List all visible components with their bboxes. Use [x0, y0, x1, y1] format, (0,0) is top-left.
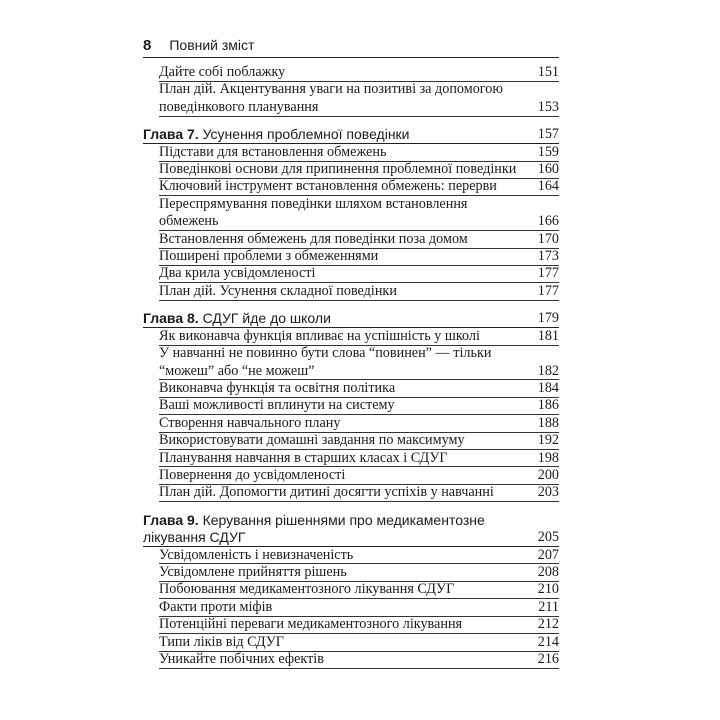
toc-entry-title: Факти проти міфів — [159, 598, 273, 615]
toc-entry-page: 177 — [537, 265, 559, 282]
toc-entry-page: 151 — [537, 64, 559, 80]
toc-entry-title: Як виконавча функція впливає на успішність у школі — [159, 327, 480, 344]
toc-entry-title: Дайте собі поблажку — [159, 64, 286, 80]
toc-entry-title: Усвідомлене прийняття рішень — [159, 563, 347, 580]
toc-entry-page: 212 — [537, 616, 559, 633]
toc-entry-page: 214 — [537, 633, 559, 650]
toc-entry-title: У навчанні не повинно бути слова “повинен” — тільки “можеш” або “не можеш” — [159, 345, 492, 379]
toc-entry-title: Встановлення обмежень для поведінки поза домом — [159, 230, 468, 247]
toc-entry-title: Уникайте побічних ефектів — [159, 651, 324, 667]
toc-entry-page: 166 — [537, 213, 559, 230]
toc-entry[interactable] — [143, 380, 559, 397]
toc-entry-page: 159 — [537, 143, 559, 160]
toc-entry-page: 200 — [537, 466, 559, 483]
toc-entry-title: Переспрямування поведінки шляхом встановлення обмежень — [159, 195, 468, 230]
toc-entry[interactable] — [143, 634, 559, 651]
toc-entry-title: Типи ліків від СДУГ — [159, 633, 284, 650]
toc-entry[interactable] — [143, 467, 559, 484]
toc-entry-title: Використовувати домашні завдання по максимуму — [159, 432, 465, 449]
toc-entry-title: План дій. Допомогти дитині досягти успіхів у навчанні — [159, 484, 494, 501]
toc-entry-page: 188 — [537, 414, 559, 431]
toc-entry-page: 177 — [537, 282, 559, 299]
toc-entry[interactable] — [143, 231, 559, 248]
chapter-heading-7[interactable] — [143, 126, 559, 143]
toc-entry-page: 203 — [537, 484, 559, 501]
toc-entry[interactable] — [143, 484, 559, 501]
toc-entry-page: 210 — [537, 581, 559, 598]
toc-entry-page: 216 — [537, 651, 559, 667]
section-gap — [143, 300, 559, 310]
toc-entry-title: Побоювання медикаментозного лікування СДУГ — [159, 581, 455, 598]
toc-entry[interactable] — [143, 564, 559, 581]
toc-entry[interactable] — [143, 450, 559, 467]
toc-entry[interactable] — [143, 196, 559, 231]
toc-entry-page: 211 — [538, 598, 559, 615]
toc-entry[interactable] — [143, 283, 559, 300]
toc-entry-page: 164 — [537, 178, 559, 195]
toc-entry-page: 208 — [537, 563, 559, 580]
chapter-page: 179 — [537, 310, 559, 327]
chapter-title: СДУГ йде до школи — [202, 310, 331, 327]
toc-entry-page: 181 — [537, 327, 559, 344]
page-number: 8 — [143, 37, 152, 54]
toc-entry[interactable] — [143, 265, 559, 282]
section-gap — [143, 502, 559, 512]
toc-entry-title: Планування навчання в старших класах і СДУГ — [159, 449, 448, 466]
toc-entry-page: 153 — [537, 98, 559, 115]
table-of-contents — [143, 64, 559, 668]
toc-entry-page: 160 — [537, 161, 559, 178]
toc-entry[interactable] — [143, 616, 559, 633]
chapter-page: 157 — [537, 126, 559, 143]
toc-entry-page: 184 — [537, 379, 559, 396]
toc-entry-page: 170 — [537, 230, 559, 247]
chapter-label: Глава 7. — [143, 126, 199, 143]
toc-entry[interactable] — [143, 651, 559, 668]
toc-entry-title: План дій. Акцентування уваги на позитиві за допомогою поведінкового планування — [159, 81, 503, 115]
toc-entry-page: 173 — [537, 248, 559, 265]
toc-entry-title: Ваші можливості вплинути на систему — [159, 397, 395, 414]
toc-entry-page: 186 — [537, 397, 559, 414]
toc-entry[interactable] — [143, 581, 559, 598]
toc-entry-page: 182 — [537, 362, 559, 379]
chapter-label: Глава 9. — [143, 511, 199, 528]
toc-entry[interactable] — [143, 397, 559, 414]
toc-entry[interactable] — [143, 144, 559, 161]
running-title: Повний зміст — [169, 37, 255, 53]
running-head — [143, 37, 559, 55]
toc-entry-title: Створення навчального плану — [159, 414, 341, 431]
section-gap — [143, 116, 559, 126]
toc-entry[interactable] — [143, 547, 559, 564]
toc-entry-title: Поширені проблеми з обмеженнями — [159, 248, 379, 265]
chapter-heading-8[interactable] — [143, 310, 559, 327]
toc-entry[interactable] — [143, 345, 559, 380]
toc-entry-title: Ключовий інструмент встановлення обмежень: перерви — [159, 178, 497, 195]
toc-entry[interactable] — [143, 64, 559, 81]
toc-entry-title: Усвідомленість і невизначеність — [159, 546, 354, 563]
toc-entry[interactable] — [143, 248, 559, 265]
toc-entry-page: 192 — [537, 432, 559, 449]
toc-entry-title: Два крила усвідомленості — [159, 265, 316, 282]
chapter-title: Керування рішеннями про медикаментозне лікування СДУГ — [143, 511, 485, 546]
toc-entry[interactable] — [143, 599, 559, 616]
toc-entry[interactable] — [143, 161, 559, 178]
header-rule — [143, 57, 559, 58]
toc-entry-title: Поведінкові основи для припинення проблемної поведінки — [159, 161, 517, 178]
toc-entry-page: 207 — [537, 546, 559, 563]
toc-entry-title: Потенційні переваги медикаментозного лікування — [159, 616, 463, 633]
toc-entry-page: 198 — [537, 449, 559, 466]
chapter-page: 205 — [537, 529, 559, 546]
toc-entry-title: План дій. Усунення складної поведінки — [159, 282, 397, 299]
toc-entry-title: Повернення до усвідомленості — [159, 466, 346, 483]
chapter-label: Глава 8. — [143, 310, 199, 327]
toc-entry[interactable] — [143, 432, 559, 449]
toc-entry[interactable] — [143, 328, 559, 345]
toc-entry-title: Виконавча функція та освітня політика — [159, 379, 396, 396]
chapter-title: Усунення проблемної поведінки — [202, 126, 410, 143]
toc-entry[interactable] — [143, 81, 559, 116]
toc-entry-title: Підстави для встановлення обмежень — [159, 143, 387, 160]
toc-entry[interactable] — [143, 415, 559, 432]
toc-entry[interactable] — [143, 178, 559, 195]
chapter-heading-9[interactable] — [143, 512, 559, 547]
